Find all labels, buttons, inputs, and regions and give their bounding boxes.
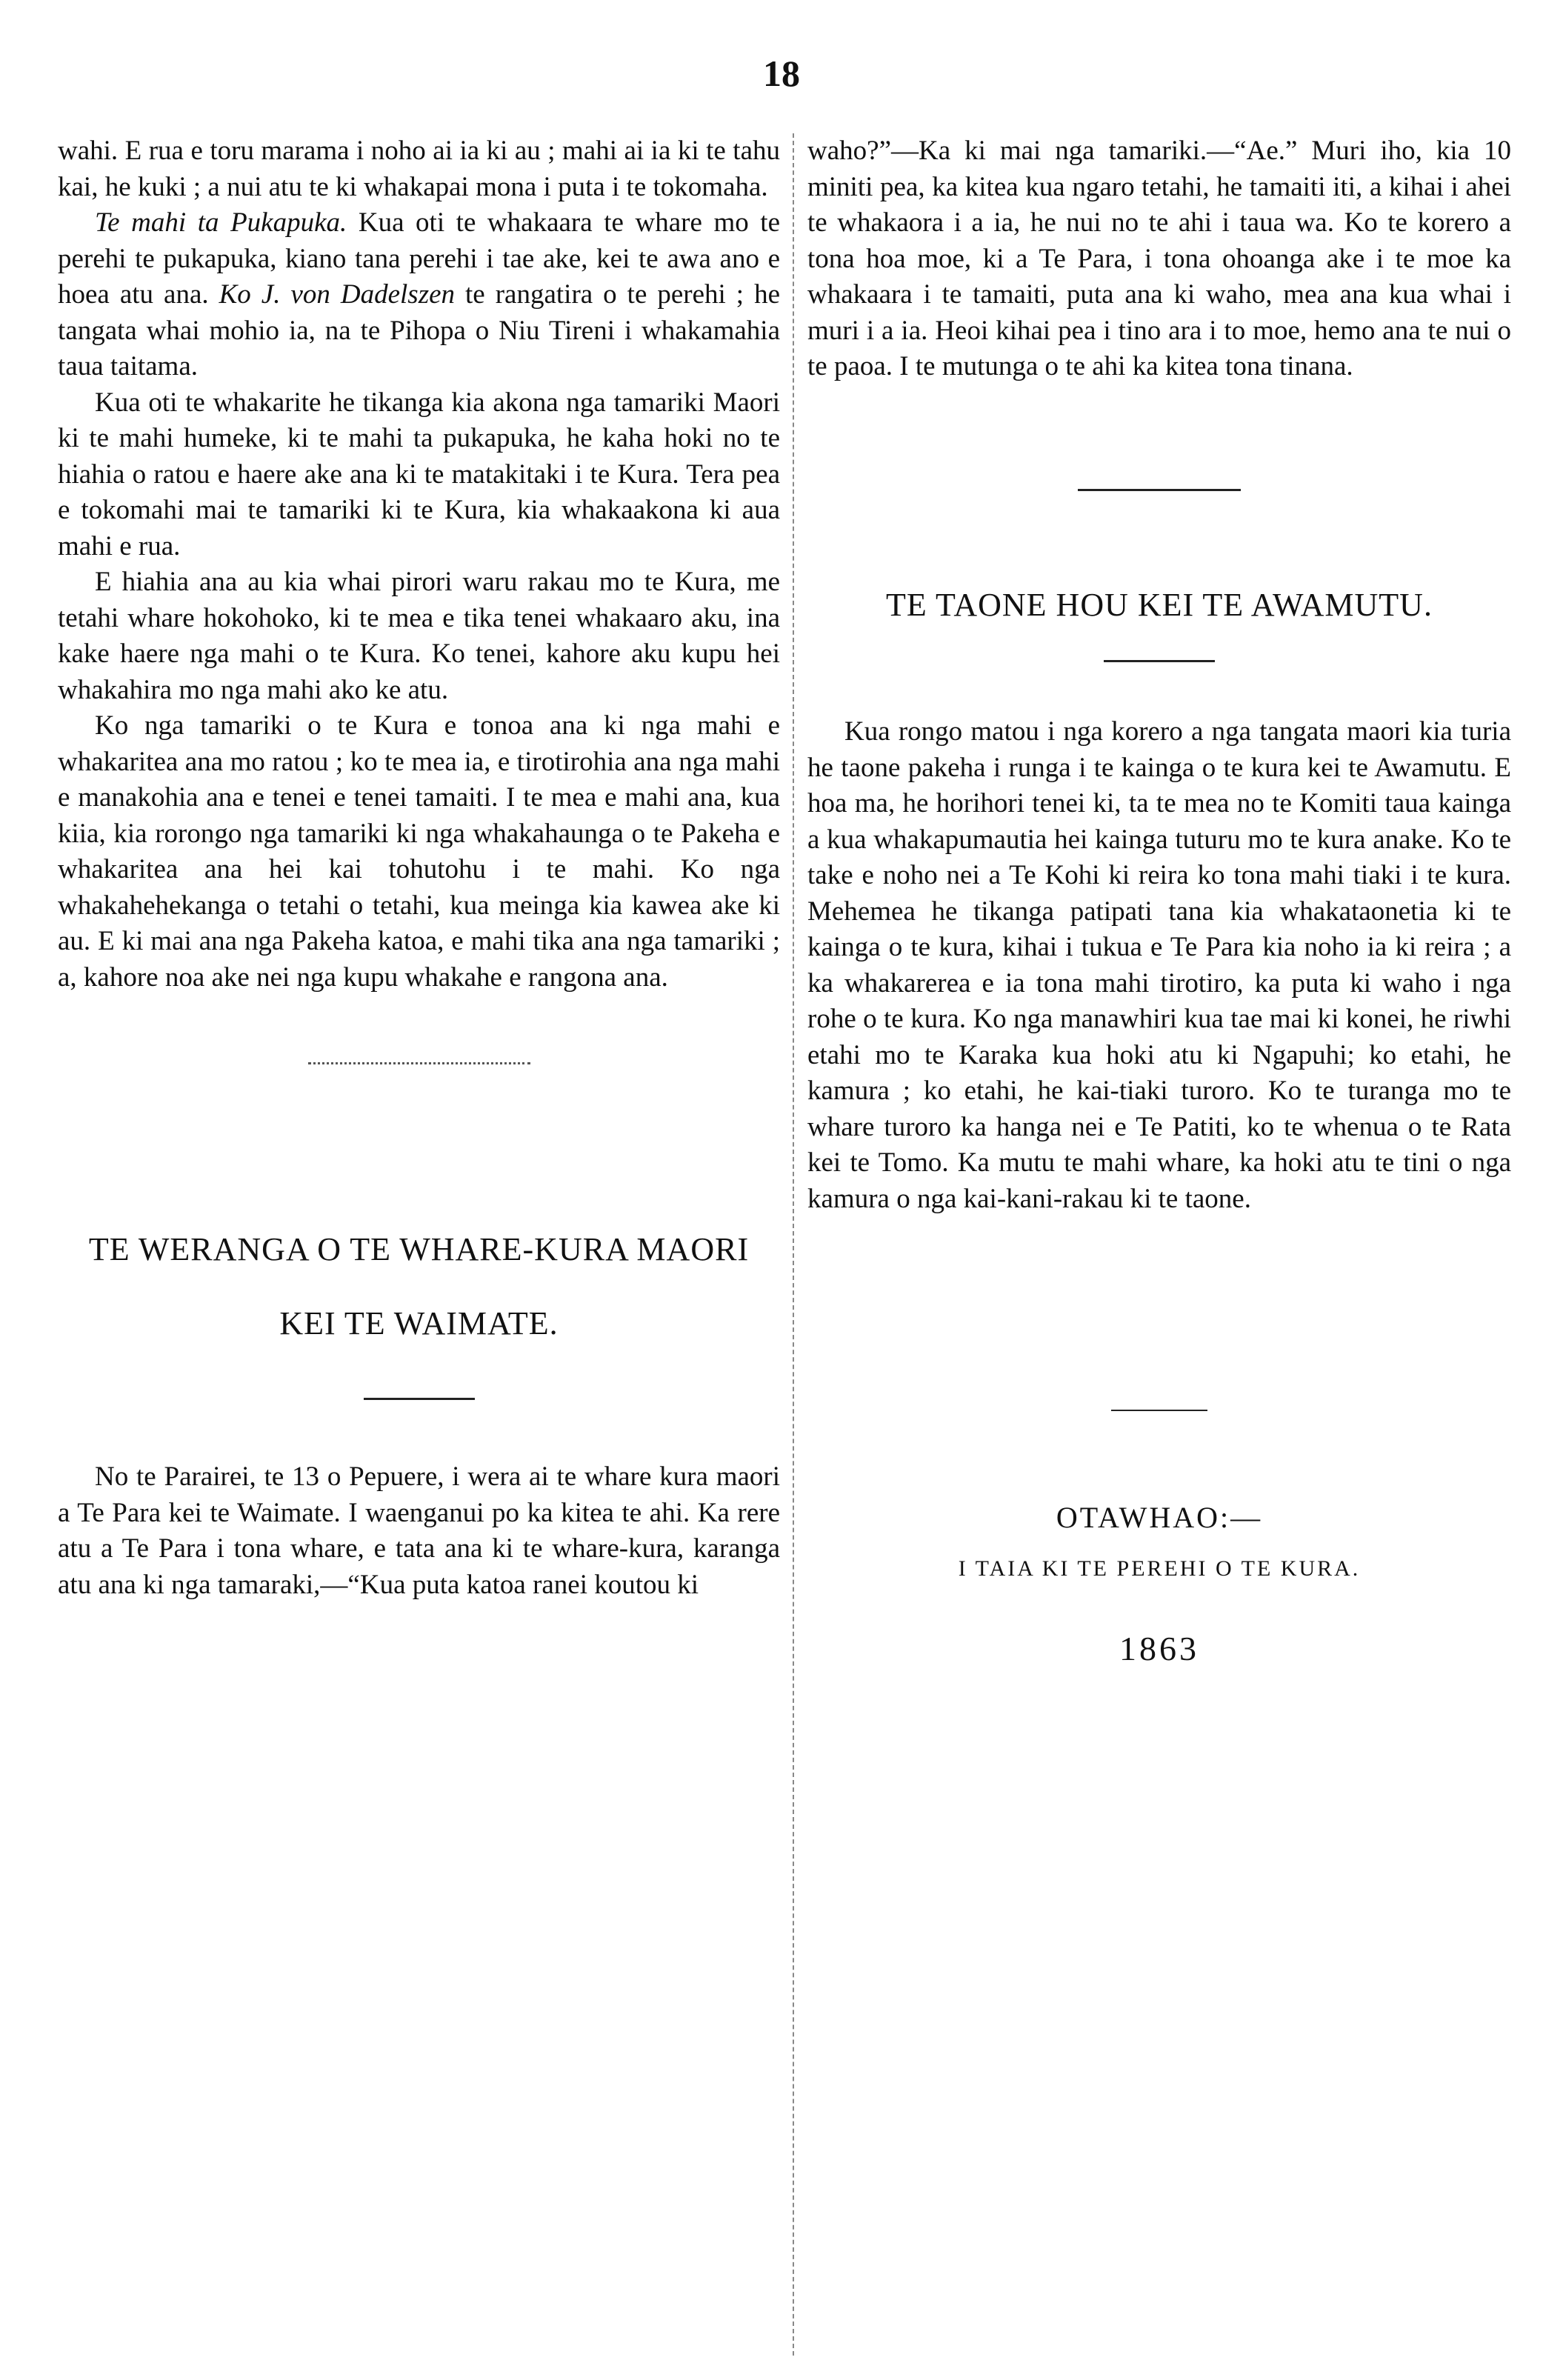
heading-rule bbox=[364, 1398, 475, 1400]
section-separator bbox=[1111, 1410, 1207, 1411]
column-divider bbox=[793, 133, 794, 2356]
section-separator bbox=[1078, 489, 1241, 491]
closing-place: OTAWHAO:— bbox=[1056, 1501, 1263, 1534]
paragraph: Kua rongo matou i nga korero a nga tangata maori kia turia he taone pakeha i runga i te kainga o te kura kei te Awamutu. E hoa ma, he horihori tenei ki, ta te mea no te Komiti taua kainga a kua whakapumautia hei kainga tuturu mo te kura anake. Ko te take e noho nei a Te Kohi ki reira ko tona mahi tiaki i te kura. Mehemea he tikanga patipati tana kia whakataonetia ki te kainga o te kura, kihai i tukua e Te Para kia noho ia ki reira ; a ka whakarerea e ia tona mahi tirotiro, ka puta ki waho i nga rohe o te kura. Ko nga manawhiri kua tae mai ki konei, he riwhi etahi mo te Karaka kua hoki atu ki Ngapuhi; ko etahi, he kamura ; ko etahi, he kai-tiaki turoro. Ko te turanga mo te whare turoro ka hanga nei e Te Patiti, ko te whenua o te Rata kei te Tomo. Ka mutu te mahi whare, ka hoki atu te tini o nga kamura o nga kai-kani-rakau ki te taone. bbox=[807, 716, 1511, 1214]
person-name: Ko J. von Dadelszen bbox=[219, 279, 456, 310]
paragraph: E hiahia ana au kia whai pirori waru rakau mo te Kura, me tetahi whare hokohoko, ki te mea e tika tenei whakaaro aku, ina kake haere nga mahi o te Kura. Ko tenei, kahore aku kupu hei whakahira mo nga mahi ako ke atu. bbox=[58, 567, 780, 705]
paragraph: Kua oti te whakarite he tikanga kia akona nga tamariki Maori ki te mahi humeke, ki te mahi ta pukapuka, he kaha hoki no te hiahia o ratou e haere ake ana ki te matakitaki i te Kura. Tera pea e tokomahi mai te tamariki ki te Kura, kia whakaakona ki aua mahi e rua. bbox=[58, 387, 780, 561]
page-number: 18 bbox=[763, 53, 800, 94]
paragraph: wahi. E rua e toru marama i noho ai ia ki au ; mahi ai ia ki te tahu kai, he kuki ; a nui atu te ki whakapai mona i puta i te tokomaha. bbox=[58, 136, 780, 202]
closing-printer: I TAIA KI TE PEREHI O TE KURA. bbox=[958, 1556, 1361, 1581]
left-column bbox=[58, 133, 780, 1603]
right-column bbox=[807, 133, 1511, 1667]
paragraph: waho?”—Ka ki mai nga tamariki.—“Ae.” Muri iho, kia 10 miniti pea, ka kitea kua ngaro tetahi, he tamaiti iti, a kihai i ahei te whakaora i a ia, he nui no te ahi i taua wa. Ko te korero a tona hoa moe, ki a Te Para, i tona ohoanga ake i te moe ka whakaara i te tamaiti, puta ana ki waho, mea ana kua whai i muri i a ia. Heoi kihai pea i tino ara i to moe, hemo ana te nui o te paoa. I te mutunga o te ahi ka kitea tona tinana. bbox=[807, 136, 1511, 381]
section-separator bbox=[308, 1062, 530, 1064]
closing-year: 1863 bbox=[1119, 1630, 1199, 1667]
paragraph: Ko nga tamariki o te Kura e tonoa ana ki nga mahi e whakaritea ana mo ratou ; ko te mea ia, e tirotirohia ana nga mahi e manakohia ana e tenei e tenei tamaiti. I te mea e mahi ana, kua kiia, kia rorongo nga tamariki ki nga whakahaunga o te Pakeha e whakaritea ana hei kai tohutohu i te mahi. Ko nga whakahehekanga o tetahi o tetahi, kua meinga kia kawea ake ki au. E ki mai ana nga Pakeha katoa, e mahi tika ana nga tamariki ; a, kahore noa ake nei nga kupu whakahe e rangona ana. bbox=[58, 710, 780, 993]
paragraph-text: te rangatira o te perehi ; he tangata whai mohio ia, na te Pihopa o Niu Tireni i whakamahia taua taitama. bbox=[58, 279, 781, 381]
section-heading: TE TAONE HOU KEI TE AWAMUTU. bbox=[886, 586, 1433, 623]
heading-rule bbox=[1104, 660, 1215, 662]
paragraph: No te Parairei, te 13 o Pepuere, i wera ai te whare kura maori a Te Para kei te Waimate. I waenganui po ka kitea te ahi. Ka rere atu a Te Para i tona whare, e tata ana ki te whare-kura, karanga atu ana ki nga tamaraki,—“Kua puta katoa ranei koutou ki bbox=[58, 1461, 780, 1600]
section-italic-title: Te mahi ta Pukapuka. bbox=[95, 207, 347, 238]
paragraph-printing bbox=[58, 205, 780, 385]
paragraph-text: Kua oti te whakaara te whare mo te perehi te pukapuka, kiano tana perehi i tae ake, kei te awa ano e hoea atu ana. bbox=[58, 207, 780, 310]
section-heading: TE WERANGA O TE WHARE-KURA MAORI KEI TE WAIMATE. bbox=[88, 1231, 750, 1341]
